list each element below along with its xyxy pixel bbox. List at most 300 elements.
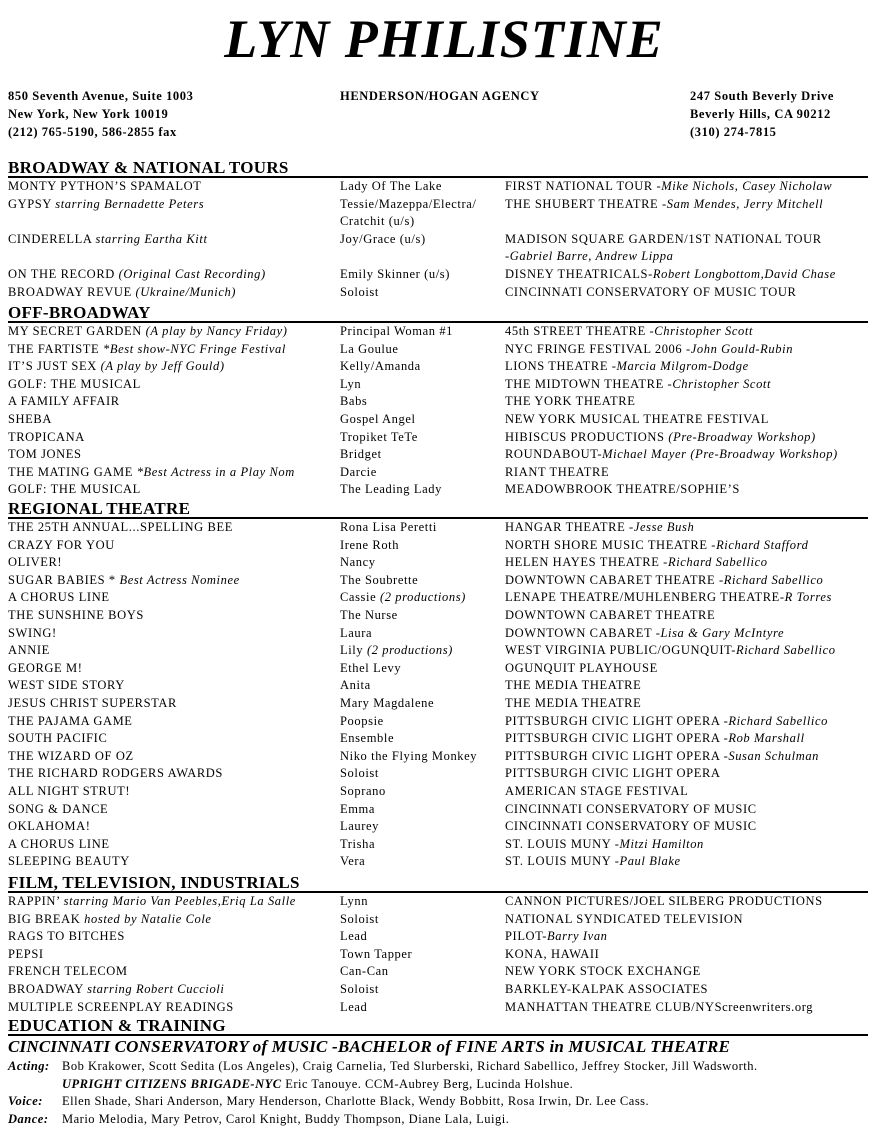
show-title [8, 464, 340, 482]
training-teachers: Mario Melodia, Mary Petrov, Carol Knight, Buddy Thompson, Diane Lala, Luigi. [62, 1111, 510, 1126]
credit-row [8, 801, 868, 819]
show-name: ON THE RECORD [8, 266, 119, 281]
venue [505, 695, 885, 713]
director: Richard Stafford [716, 537, 809, 552]
show-title [8, 748, 340, 766]
show-name: BROADWAY [8, 981, 88, 996]
role [340, 284, 498, 302]
venue [505, 911, 885, 929]
venue [505, 537, 885, 555]
venue [505, 429, 885, 447]
section-heading: BROADWAY & NATIONAL TOURS [8, 158, 868, 178]
director: Sam Mendes, Jerry Mitchell [666, 196, 824, 211]
credit-row [8, 660, 868, 678]
role [340, 695, 498, 713]
venue [505, 946, 885, 964]
role [340, 341, 498, 359]
role-name: Tessie/Mazeppa/Electra/ Cratchit (u/s) [340, 196, 477, 229]
director: Barry Ivan [547, 929, 608, 944]
venue [505, 893, 885, 911]
credit-row [8, 730, 868, 748]
role-name: Lily [340, 643, 367, 658]
role-name: Poopsie [340, 713, 384, 728]
venue [505, 589, 885, 607]
show-title [8, 358, 340, 376]
venue-name: PILOT- [505, 929, 548, 944]
credit-row [8, 625, 868, 643]
role-note: (2 productions) [379, 590, 466, 605]
show-name: RAPPIN’ [8, 894, 64, 908]
credit-row [8, 836, 868, 854]
role-name: Soloist [340, 766, 379, 781]
role [340, 677, 498, 695]
show-name: THE RICHARD RODGERS AWARDS [8, 766, 223, 781]
role-name: Can-Can [340, 964, 389, 979]
show-note: *Best show-NYC Fringe Festival [103, 341, 286, 356]
show-note: starring Bernadette Peters [55, 196, 205, 211]
show-title [8, 911, 340, 929]
role-name: Emma [340, 801, 376, 816]
agency-name: HENDERSON/HOGAN AGENCY [340, 89, 540, 103]
credit-row [8, 765, 868, 783]
role-name: Lead [340, 929, 368, 944]
venue [505, 178, 885, 196]
show-name: A CHORUS LINE [8, 836, 110, 851]
venue [505, 266, 885, 284]
show-name: GOLF: THE MUSICAL [8, 482, 141, 497]
role-name: Soloist [340, 284, 379, 299]
venue-name: KONA, HAWAII [505, 946, 600, 961]
role [340, 266, 498, 284]
section-heading: FILM, TELEVISION, INDUSTRIALS [8, 873, 868, 893]
role-name: Lyn [340, 376, 362, 391]
show-title [8, 999, 340, 1017]
venue-name: CINCINNATI CONSERVATORY OF MUSIC [505, 801, 757, 816]
role [340, 393, 498, 411]
resume-name: LYN PHILISTINE [224, 9, 664, 69]
address-line: 850 Seventh Avenue, Suite 1003 [8, 89, 194, 103]
show-name: RAGS TO BITCHES [8, 929, 125, 944]
role-name: Trisha [340, 836, 376, 851]
venue-name: THE MIDTOWN THEATRE - [505, 376, 673, 391]
director: (Pre-Broadway Workshop) [668, 429, 816, 444]
director: Mitzi Hamilton [619, 836, 704, 851]
venue [505, 376, 885, 394]
show-title [8, 981, 340, 999]
venue-name: NEW YORK MUSICAL THEATRE FESTIVAL [505, 411, 770, 426]
credit-row [8, 266, 868, 284]
role [340, 323, 498, 341]
director: -Gabriel Barre, Andrew Lippa [505, 249, 674, 264]
training-teachers: Bob Krakower, Scott Sedita (Los Angeles), Craig Carnelia, Ted Slurberski, Richard Sabellico, Jeffrey Stocker, Jill Wadsworth. [62, 1059, 758, 1073]
show-title [8, 341, 340, 359]
role [340, 519, 498, 537]
show-title [8, 481, 340, 499]
venue [505, 801, 885, 819]
credit-row [8, 519, 868, 537]
role [340, 572, 498, 590]
role-name: Principal Woman #1 [340, 324, 454, 338]
show-note: Best Actress Nominee [119, 572, 240, 587]
education-section [8, 1016, 868, 1128]
role-name: Lady Of The Lake [340, 179, 443, 193]
venue-name: PITTSBURGH CIVIC LIGHT OPERA [505, 766, 721, 781]
director: Richard Sabellico [735, 643, 836, 658]
city-line: New York, New York 10019 [8, 106, 169, 121]
section-heading: EDUCATION & TRAINING [8, 1016, 868, 1036]
show-title [8, 928, 340, 946]
show-title [8, 946, 340, 964]
role [340, 853, 498, 871]
show-name: TROPICANA [8, 429, 85, 444]
show-name: PEPSI [8, 946, 44, 961]
venue [505, 748, 885, 766]
role [340, 801, 498, 819]
role [340, 358, 498, 376]
venue-name: MADISON SQUARE GARDEN/1ST NATIONAL TOUR [505, 231, 822, 246]
role [340, 464, 498, 482]
venue [505, 464, 885, 482]
venue-name: NEW YORK STOCK EXCHANGE [505, 964, 701, 979]
director: R Torres [784, 590, 832, 605]
section-heading: REGIONAL THEATRE [8, 499, 868, 519]
show-name: SWING! [8, 625, 57, 640]
venue-name: CINCINNATI CONSERVATORY OF MUSIC TOUR [505, 284, 797, 299]
venue-name: MEADOWBROOK THEATRE/SOPHIE’S [505, 482, 740, 497]
credit-row [8, 429, 868, 447]
venue [505, 853, 885, 871]
show-name: SOUTH PACIFIC [8, 731, 108, 746]
venue [505, 323, 885, 341]
show-note: (A play by Jeff Gould) [100, 359, 225, 374]
resume-section [8, 499, 868, 871]
credit-row [8, 196, 868, 231]
training-line [8, 1076, 868, 1094]
credit-row [8, 642, 868, 660]
role-name: Emily Skinner (u/s) [340, 266, 451, 281]
show-title [8, 411, 340, 429]
director: Michael Mayer (Pre-Broadway Workshop) [602, 447, 838, 462]
venue-name: PITTSBURGH CIVIC LIGHT OPERA - [505, 748, 729, 763]
role [340, 783, 498, 801]
credit-row [8, 323, 868, 341]
venue-name: DOWNTOWN CABARET THEATRE [505, 607, 716, 622]
venue [505, 963, 885, 981]
show-name: ALL NIGHT STRUT! [8, 783, 131, 798]
show-note: starring Eartha Kitt [95, 231, 208, 246]
credit-row [8, 928, 868, 946]
role-name: The Leading Lady [340, 482, 442, 497]
phone-line: (310) 274-7815 [690, 124, 777, 139]
role-name: Nancy [340, 555, 376, 570]
role [340, 642, 498, 660]
credit-row [8, 748, 868, 766]
show-name: IT’S JUST SEX [8, 359, 101, 374]
credit-row [8, 358, 868, 376]
venue [505, 358, 885, 376]
show-name: THE WIZARD OF OZ [8, 748, 134, 763]
phone-line: (212) 765-5190, 586-2855 fax [8, 124, 177, 139]
venue-name: PITTSBURGH CIVIC LIGHT OPERA - [505, 713, 729, 728]
venue [505, 231, 885, 266]
credit-row [8, 554, 868, 572]
role [340, 178, 498, 196]
venue-name: HANGAR THEATRE - [505, 520, 634, 534]
training-label: Dance: [8, 1111, 49, 1126]
show-note: (Original Cast Recording) [118, 266, 266, 281]
show-title [8, 783, 340, 801]
show-name: TOM JONES [8, 447, 82, 462]
credit-row [8, 911, 868, 929]
venue [505, 554, 885, 572]
venue [505, 765, 885, 783]
show-title [8, 625, 340, 643]
credit-row [8, 853, 868, 871]
role-name: Kelly/Amanda [340, 359, 421, 374]
role-name: Mary Magdalene [340, 695, 435, 710]
director: Susan Schulman [728, 748, 820, 763]
venue [505, 446, 885, 464]
show-title [8, 323, 340, 341]
show-title [8, 836, 340, 854]
director: Richard Sabellico [728, 713, 828, 728]
show-name: GEORGE M! [8, 660, 83, 675]
credit-row [8, 713, 868, 731]
role [340, 928, 498, 946]
role [340, 818, 498, 836]
role-name: Ethel Levy [340, 660, 402, 675]
show-title [8, 519, 340, 537]
credit-row [8, 341, 868, 359]
venue [505, 783, 885, 801]
show-title [8, 695, 340, 713]
role-name: Rona Lisa Peretti [340, 520, 437, 534]
venue-name: THE MEDIA THEATRE [505, 695, 642, 710]
venue [505, 411, 885, 429]
show-name: GOLF: THE MUSICAL [8, 376, 141, 391]
director: John Gould-Rubin [690, 341, 794, 356]
show-title [8, 554, 340, 572]
role [340, 411, 498, 429]
role [340, 625, 498, 643]
role [340, 429, 498, 447]
director: Richard Sabellico [723, 572, 824, 587]
venue [505, 981, 885, 999]
show-name: OKLAHOMA! [8, 819, 91, 834]
show-title [8, 266, 340, 284]
show-note: hosted by Natalie Cole [84, 911, 212, 926]
role [340, 748, 498, 766]
show-title [8, 607, 340, 625]
show-title [8, 660, 340, 678]
credit-row [8, 284, 868, 302]
venue-name: ST. LOUIS MUNY - [505, 836, 620, 851]
director: Lisa & Gary McIntyre [660, 625, 785, 640]
show-title [8, 284, 340, 302]
show-name: THE FARTISTE [8, 341, 104, 356]
venue [505, 393, 885, 411]
role [340, 537, 498, 555]
venue [505, 836, 885, 854]
venue [505, 341, 885, 359]
role [340, 196, 498, 231]
role-name: Laura [340, 625, 373, 640]
credit-row [8, 481, 868, 499]
show-title [8, 818, 340, 836]
role [340, 946, 498, 964]
role-name: Babs [340, 394, 368, 409]
role [340, 554, 498, 572]
resume-section [8, 873, 868, 1016]
show-title [8, 963, 340, 981]
role-name: Lynn [340, 894, 369, 908]
venue-name: THE YORK THEATRE [505, 394, 636, 409]
role-name: Gospel Angel [340, 411, 416, 426]
credit-row [8, 981, 868, 999]
venue [505, 677, 885, 695]
resume-section [8, 303, 868, 499]
venue-name: NATIONAL SYNDICATED TELEVISION [505, 911, 744, 926]
show-name: A CHORUS LINE [8, 590, 110, 605]
show-name: MULTIPLE SCREENPLAY READINGS [8, 999, 234, 1014]
training-line [8, 1093, 868, 1111]
role [340, 589, 498, 607]
show-title [8, 429, 340, 447]
show-title [8, 178, 340, 196]
venue [505, 818, 885, 836]
show-name: SONG & DANCE [8, 801, 109, 816]
venue-name: MANHATTAN THEATRE CLUB/NYScreenwriters.org [505, 999, 814, 1014]
role-name: Vera [340, 854, 366, 869]
school-name: CINCINNATI CONSERVATORY of MUSIC -BACHELOR of FINE ARTS in MUSICAL THEATRE [8, 1037, 731, 1056]
address-line: 247 South Beverly Drive [690, 89, 834, 103]
venue-name: OGUNQUIT PLAYHOUSE [505, 660, 658, 675]
show-title [8, 713, 340, 731]
training-label: Voice: [8, 1094, 43, 1109]
role [340, 713, 498, 731]
venue [505, 625, 885, 643]
show-title [8, 376, 340, 394]
role [340, 730, 498, 748]
show-title [8, 730, 340, 748]
show-name: SLEEPING BEAUTY [8, 854, 130, 869]
venue-name: HIBISCUS PRODUCTIONS [505, 429, 669, 444]
show-name: A FAMILY AFFAIR [8, 394, 120, 409]
venue-name: DOWNTOWN CABARET - [505, 625, 661, 640]
credit-row [8, 537, 868, 555]
venue-name: HELEN HAYES THEATRE - [505, 555, 668, 570]
role-name: Soloist [340, 911, 379, 926]
resume-section [8, 158, 868, 301]
venue-name: THE SHUBERT THEATRE - [505, 196, 667, 211]
show-note: (Ukraine/Munich) [135, 284, 237, 299]
role [340, 999, 498, 1017]
venue [505, 284, 885, 302]
venue [505, 196, 885, 214]
show-name: BROADWAY REVUE [8, 284, 136, 299]
venue-name: PITTSBURGH CIVIC LIGHT OPERA - [505, 731, 729, 746]
role-name: The Soubrette [340, 572, 419, 587]
role-note: (2 productions) [366, 643, 453, 658]
credit-row [8, 783, 868, 801]
venue-name: DISNEY THEATRICALS- [505, 266, 653, 281]
director: Rob Marshall [728, 731, 805, 746]
show-note: starring Robert Cuccioli [87, 981, 225, 996]
venue-name: NORTH SHORE MUSIC THEATRE - [505, 537, 717, 552]
show-title [8, 642, 340, 660]
role-name: Darcie [340, 464, 377, 479]
credit-row [8, 572, 868, 590]
show-name: CRAZY FOR YOU [8, 537, 115, 552]
show-title [8, 446, 340, 464]
venue [505, 928, 885, 946]
role [340, 765, 498, 783]
credit-row [8, 893, 868, 911]
venue [505, 730, 885, 748]
contact-left [8, 88, 194, 141]
training-label: Acting: [8, 1059, 50, 1073]
credit-row [8, 677, 868, 695]
training-teachers: Ellen Shade, Shari Anderson, Mary Henderson, Charlotte Black, Wendy Bobbitt, Rosa Irwin, Dr. Lee Cass. [62, 1094, 650, 1109]
director: Christopher Scott [672, 376, 772, 391]
credit-row [8, 607, 868, 625]
show-name: JESUS CHRIST SUPERSTAR [8, 695, 177, 710]
venue-name: THE MEDIA THEATRE [505, 678, 642, 693]
venue-name: LENAPE THEATRE/MUHLENBERG THEATRE- [505, 590, 785, 605]
credit-row [8, 411, 868, 429]
show-name: SUGAR BABIES * [8, 572, 120, 587]
role-name: Joy/Grace (u/s) [340, 231, 426, 246]
show-name: FRENCH TELECOM [8, 964, 128, 979]
show-title [8, 801, 340, 819]
role-name: Anita [340, 678, 371, 693]
show-title [8, 231, 340, 249]
role [340, 911, 498, 929]
role [340, 376, 498, 394]
venue-name: CINCINNATI CONSERVATORY OF MUSIC [505, 819, 757, 834]
training-line [8, 1058, 868, 1076]
venue [505, 519, 885, 537]
credit-row [8, 446, 868, 464]
venue [505, 999, 885, 1017]
credit-row [8, 464, 868, 482]
credit-row [8, 946, 868, 964]
role-name: Lead [340, 999, 368, 1014]
venue [505, 607, 885, 625]
contact-agency [340, 88, 540, 106]
show-name: SHEBA [8, 411, 52, 426]
venue-name: WEST VIRGINIA PUBLIC/OGUNQUIT- [505, 643, 736, 658]
director: Richard Sabellico [667, 555, 768, 570]
role-name: Soloist [340, 981, 379, 996]
city-line: Beverly Hills, CA 90212 [690, 106, 831, 121]
show-title [8, 572, 340, 590]
venue-name: ST. LOUIS MUNY - [505, 854, 620, 869]
credit-row [8, 393, 868, 411]
venue-name: NYC FRINGE FESTIVAL 2006 - [505, 341, 691, 356]
venue-name: BARKLEY-KALPAK ASSOCIATES [505, 981, 709, 996]
venue-name: DOWNTOWN CABARET THEATRE - [505, 572, 724, 587]
role [340, 981, 498, 999]
section-heading: OFF-BROADWAY [8, 303, 868, 323]
role-name: Tropiket TeTe [340, 429, 418, 444]
role-name: Town Tapper [340, 946, 413, 961]
show-title [8, 765, 340, 783]
role-name: Irene Roth [340, 537, 400, 552]
credit-row [8, 999, 868, 1017]
director: Marcia Milgrom-Dodge [616, 359, 749, 374]
show-title [8, 853, 340, 871]
